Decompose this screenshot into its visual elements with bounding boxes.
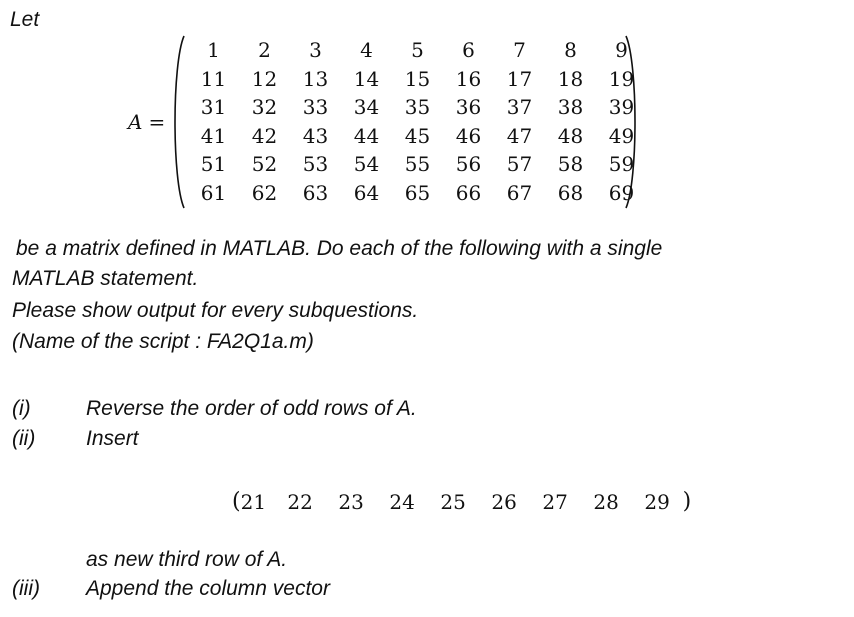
matrix-cell: 19 bbox=[608, 66, 635, 91]
question-2-text: Insert bbox=[86, 427, 139, 450]
matrix-cell: 2 bbox=[258, 38, 271, 62]
vector-element: 22 bbox=[287, 489, 313, 514]
matrix-cell: 62 bbox=[251, 180, 278, 205]
matrix-cell: 15 bbox=[404, 66, 431, 91]
question-3-number: (iii) bbox=[12, 577, 40, 600]
vector-element: 29 bbox=[644, 489, 670, 514]
matrix-cell: 41 bbox=[200, 123, 227, 148]
matrix-cell: 42 bbox=[251, 123, 278, 148]
matrix-cell: 63 bbox=[302, 180, 329, 205]
vector-element: 25 bbox=[440, 489, 466, 514]
matrix-cell: 5 bbox=[411, 38, 424, 62]
matrix-cell: 35 bbox=[404, 95, 431, 120]
matrix-cell: 61 bbox=[200, 180, 227, 205]
right-parenthesis bbox=[624, 34, 640, 210]
matrix-cell: 43 bbox=[302, 123, 329, 148]
matrix-name: A bbox=[128, 110, 143, 134]
vector-close-paren: ) bbox=[682, 489, 692, 514]
matrix-cell: 11 bbox=[200, 66, 227, 91]
matrix-cell: 55 bbox=[404, 152, 431, 177]
vector-element: 23 bbox=[338, 489, 364, 514]
matrix-cell: 45 bbox=[404, 123, 431, 148]
matrix-cell: 31 bbox=[200, 95, 227, 120]
vector-open-paren: ( bbox=[232, 489, 241, 514]
matrix-cell: 68 bbox=[557, 180, 584, 205]
vector-element: 24 bbox=[389, 489, 415, 514]
matrix-a bbox=[170, 34, 640, 210]
matrix-cell: 7 bbox=[513, 38, 526, 62]
left-parenthesis bbox=[170, 34, 186, 210]
instruction-line-2: MATLAB statement. bbox=[12, 267, 199, 290]
matrix-cell: 17 bbox=[506, 66, 533, 91]
vector-element: 27 bbox=[542, 489, 568, 514]
matrix-cell: 47 bbox=[506, 123, 533, 148]
question-1-text: Reverse the order of odd rows of A. bbox=[86, 397, 417, 420]
matrix-cell: 32 bbox=[251, 95, 278, 120]
instruction-line-1: be a matrix defined in MATLAB. Do each of the following with a single bbox=[16, 237, 663, 260]
question-2-number: (ii) bbox=[12, 427, 36, 450]
matrix-cell: 67 bbox=[506, 180, 533, 205]
row-vector bbox=[232, 489, 691, 514]
matrix-cell: 38 bbox=[557, 95, 584, 120]
matrix-cell: 37 bbox=[506, 95, 533, 120]
matrix-cell: 12 bbox=[251, 66, 278, 91]
matrix-cell: 13 bbox=[302, 66, 329, 91]
matrix-cell: 57 bbox=[506, 152, 533, 177]
instruction-line-3: Please show output for every subquestions. bbox=[12, 299, 419, 322]
matrix-cell: 54 bbox=[353, 152, 380, 177]
matrix-grid bbox=[188, 36, 647, 208]
matrix-cell: 14 bbox=[353, 66, 380, 91]
vector-element: 28 bbox=[593, 489, 619, 514]
script-name-line: (Name of the script : FA2Q1a.m) bbox=[12, 330, 314, 353]
equals-sign: = bbox=[148, 110, 166, 134]
question-2-continuation: as new third row of A. bbox=[86, 548, 288, 571]
matrix-cell: 51 bbox=[200, 152, 227, 177]
matrix-cell: 9 bbox=[615, 38, 628, 62]
matrix-cell: 1 bbox=[207, 38, 220, 62]
question-3-text: Append the column vector bbox=[86, 577, 330, 600]
matrix-cell: 69 bbox=[608, 180, 635, 205]
matrix-cell: 18 bbox=[557, 66, 584, 91]
vector-element: 21 bbox=[240, 489, 267, 514]
matrix-cell: 3 bbox=[309, 38, 322, 62]
matrix-cell: 4 bbox=[360, 38, 373, 62]
matrix-cell: 44 bbox=[353, 123, 380, 148]
vector-element: 26 bbox=[491, 489, 517, 514]
matrix-cell: 49 bbox=[608, 123, 635, 148]
matrix-label bbox=[128, 110, 165, 134]
question-1-number: (i) bbox=[12, 397, 31, 420]
matrix-cell: 48 bbox=[557, 123, 584, 148]
matrix-cell: 46 bbox=[455, 123, 482, 148]
matrix-cell: 36 bbox=[455, 95, 482, 120]
matrix-cell: 58 bbox=[557, 152, 584, 177]
matrix-cell: 8 bbox=[564, 38, 577, 62]
matrix-cell: 16 bbox=[455, 66, 482, 91]
matrix-cell: 53 bbox=[302, 152, 329, 177]
matrix-cell: 52 bbox=[251, 152, 278, 177]
matrix-cell: 6 bbox=[462, 38, 475, 62]
matrix-cell: 33 bbox=[302, 95, 329, 120]
matrix-cell: 34 bbox=[353, 95, 380, 120]
matrix-cell: 56 bbox=[455, 152, 482, 177]
intro-text: Let bbox=[10, 8, 40, 31]
matrix-cell: 59 bbox=[608, 152, 635, 177]
matrix-cell: 64 bbox=[353, 180, 380, 205]
matrix-cell: 66 bbox=[455, 180, 482, 205]
matrix-cell: 65 bbox=[404, 180, 431, 205]
matrix-cell: 39 bbox=[608, 95, 635, 120]
